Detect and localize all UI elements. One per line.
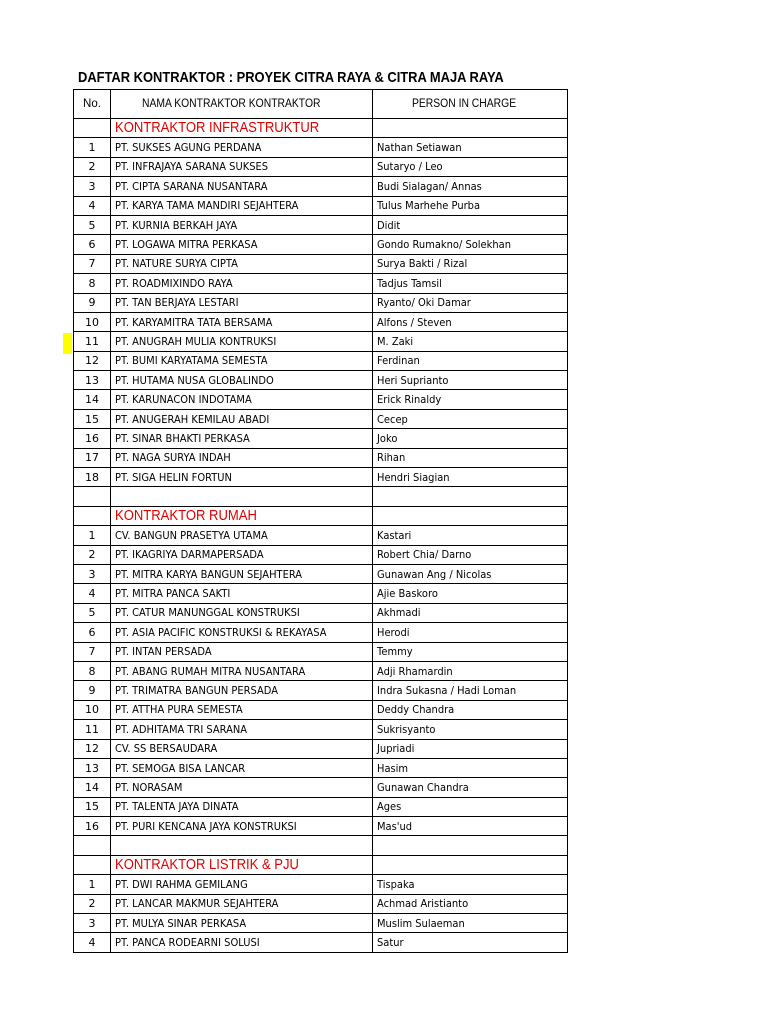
person-in-charge	[373, 700, 568, 719]
contractor-name-text: PT. DWI RAHMA GEMILANG	[115, 877, 248, 891]
person-in-charge	[373, 526, 568, 545]
section-heading	[111, 119, 373, 138]
contractor-name-text: PT. BUMI KARYATAMA SEMESTA	[115, 354, 268, 368]
row-number: 10	[74, 312, 111, 331]
person-in-charge-text: Tispaka	[377, 877, 415, 891]
spacer-row	[74, 836, 568, 855]
contractor-name	[111, 468, 373, 487]
empty-cell	[111, 487, 373, 506]
row-number: 3	[74, 177, 111, 196]
row-number: 5	[74, 603, 111, 622]
row-number: 16	[74, 817, 111, 836]
contractor-name	[111, 390, 373, 409]
contractor-name	[111, 642, 373, 661]
row-number: 1	[74, 138, 111, 157]
person-in-charge-text: Mas'ud	[377, 819, 413, 833]
contractor-name-text: PT. NATURE SURYA CIPTA	[115, 257, 238, 271]
person-in-charge	[373, 642, 568, 661]
person-in-charge	[373, 157, 568, 176]
column-header-name	[111, 90, 373, 119]
person-in-charge-text: Cecep	[377, 412, 408, 426]
table-row	[74, 351, 568, 370]
empty-cell	[74, 487, 111, 506]
table-row	[74, 215, 568, 234]
row-number: 16	[74, 429, 111, 448]
contractor-name	[111, 235, 373, 254]
person-in-charge	[373, 215, 568, 234]
table-row	[74, 661, 568, 680]
person-in-charge-text: Sutaryo / Leo	[377, 160, 443, 174]
row-number: 1	[74, 526, 111, 545]
table-header-row	[74, 90, 568, 119]
table-row	[74, 526, 568, 545]
contractor-name	[111, 545, 373, 564]
row-number: 14	[74, 778, 111, 797]
person-in-charge-text: Akhmadi	[377, 606, 421, 620]
person-in-charge	[373, 545, 568, 564]
row-number: 18	[74, 468, 111, 487]
contractor-name	[111, 584, 373, 603]
contractor-name-text: PT. MITRA KARYA BANGUN SEJAHTERA	[115, 567, 303, 581]
row-number: 12	[74, 351, 111, 370]
table-row	[74, 623, 568, 642]
row-number: 15	[74, 797, 111, 816]
person-in-charge-text: Rihan	[377, 451, 406, 465]
table-row	[74, 409, 568, 428]
contractor-name	[111, 933, 373, 952]
table-row	[74, 817, 568, 836]
table-row	[74, 157, 568, 176]
row-number: 3	[74, 564, 111, 583]
contractor-name-text: PT. KARYAMITRA TATA BERSAMA	[115, 315, 273, 329]
person-in-charge	[373, 797, 568, 816]
person-in-charge-text: Ages	[377, 800, 402, 814]
contractor-name-text: PT. TAN BERJAYA LESTARI	[115, 296, 239, 310]
row-number: 2	[74, 894, 111, 913]
person-in-charge	[373, 371, 568, 390]
contractor-name	[111, 700, 373, 719]
person-in-charge	[373, 933, 568, 952]
document-title: DAFTAR KONTRAKTOR : PROYEK CITRA RAYA & CITRA MAJA RAYA	[78, 69, 504, 86]
table-row	[74, 739, 568, 758]
person-in-charge-text: Hendri Siagian	[377, 470, 450, 484]
table-row	[74, 429, 568, 448]
row-number: 4	[74, 933, 111, 952]
spacer-row	[74, 487, 568, 506]
contractor-name	[111, 623, 373, 642]
contractor-name-text: PT. ANUGERAH KEMILAU ABADI	[115, 412, 270, 426]
table-row	[74, 274, 568, 293]
contractor-name-text: PT. MULYA SINAR PERKASA	[115, 916, 247, 930]
contractor-name	[111, 371, 373, 390]
person-in-charge	[373, 875, 568, 894]
person-in-charge	[373, 254, 568, 273]
contractor-name-text: PT. INFRAJAYA SARANA SUKSES	[115, 160, 269, 174]
table-row	[74, 332, 568, 351]
empty-cell	[373, 836, 568, 855]
row-number: 1	[74, 875, 111, 894]
person-in-charge-text: Hasim	[377, 761, 409, 775]
contractor-name-text: PT. NAGA SURYA INDAH	[115, 451, 231, 465]
row-number: 6	[74, 235, 111, 254]
person-in-charge	[373, 681, 568, 700]
row-number: 12	[74, 739, 111, 758]
column-header-name-text: NAMA KONTRAKTOR KONTRAKTOR	[142, 98, 321, 110]
person-in-charge-text: Adji Rhamardin	[377, 664, 453, 678]
contractor-name-text: PT. HUTAMA NUSA GLOBALINDO	[115, 373, 274, 387]
row-number: 11	[74, 332, 111, 351]
person-in-charge	[373, 312, 568, 331]
contractor-name	[111, 603, 373, 622]
person-in-charge	[373, 720, 568, 739]
contractor-name-text: PT. MITRA PANCA SAKTI	[115, 587, 231, 601]
person-in-charge-text: Deddy Chandra	[377, 703, 455, 717]
person-in-charge-text: Joko	[377, 431, 398, 445]
contractor-name-text: PT. LANCAR MAKMUR SEJAHTERA	[115, 897, 279, 911]
table-row	[74, 584, 568, 603]
empty-cell	[373, 855, 568, 874]
row-number: 4	[74, 584, 111, 603]
table-row	[74, 797, 568, 816]
table-row	[74, 778, 568, 797]
table-row	[74, 700, 568, 719]
person-in-charge	[373, 196, 568, 215]
person-in-charge-text: Sukrisyanto	[377, 722, 436, 736]
contractor-name	[111, 448, 373, 467]
table-row	[74, 254, 568, 273]
row-number: 7	[74, 642, 111, 661]
table-row	[74, 468, 568, 487]
section-heading-text: KONTRAKTOR INFRASTRUKTUR	[115, 120, 320, 137]
person-in-charge	[373, 293, 568, 312]
person-in-charge	[373, 274, 568, 293]
contractor-name	[111, 254, 373, 273]
person-in-charge	[373, 235, 568, 254]
person-in-charge	[373, 817, 568, 836]
contractor-name-text: PT. KARYA TAMA MANDIRI SEJAHTERA	[115, 199, 299, 213]
person-in-charge	[373, 448, 568, 467]
table-row	[74, 312, 568, 331]
row-number: 9	[74, 293, 111, 312]
person-in-charge-text: Ajie Baskoro	[377, 587, 438, 601]
empty-cell	[74, 855, 111, 874]
table-row	[74, 642, 568, 661]
contractor-name-text: PT. ANUGRAH MULIA KONTRUKSI	[115, 334, 277, 348]
contractor-name	[111, 526, 373, 545]
contractor-name-text: PT. SIGA HELIN FORTUN	[115, 470, 232, 484]
person-in-charge	[373, 332, 568, 351]
contractor-name	[111, 274, 373, 293]
person-in-charge-text: Ryanto/ Oki Damar	[377, 296, 471, 310]
row-highlight-marker	[63, 333, 72, 354]
row-number: 2	[74, 545, 111, 564]
contractor-name	[111, 157, 373, 176]
person-in-charge	[373, 914, 568, 933]
contractor-name-text: PT. KARUNACON INDOTAMA	[115, 393, 252, 407]
contractor-name-text: PT. KURNIA BERKAH JAYA	[115, 218, 238, 232]
table-row	[74, 681, 568, 700]
empty-cell	[373, 487, 568, 506]
section-heading-text: KONTRAKTOR LISTRIK & PJU	[115, 857, 299, 874]
contractor-name	[111, 429, 373, 448]
contractor-name	[111, 312, 373, 331]
person-in-charge	[373, 603, 568, 622]
column-header-pic	[373, 90, 568, 119]
section-heading	[111, 506, 373, 525]
contractor-name	[111, 739, 373, 758]
row-number: 15	[74, 409, 111, 428]
section-heading-row	[74, 855, 568, 874]
row-number: 8	[74, 274, 111, 293]
person-in-charge-text: Nathan Setiawan	[377, 141, 462, 155]
contractor-name-text: PT. TALENTA JAYA DINATA	[115, 800, 239, 814]
table-row	[74, 371, 568, 390]
empty-cell	[373, 119, 568, 138]
person-in-charge-text: Muslim Sulaeman	[377, 916, 465, 930]
section-heading-row	[74, 506, 568, 525]
contractor-name	[111, 720, 373, 739]
contractor-name	[111, 332, 373, 351]
row-number: 13	[74, 371, 111, 390]
row-number: 7	[74, 254, 111, 273]
row-number: 6	[74, 623, 111, 642]
person-in-charge-text: Jupriadi	[377, 742, 415, 756]
person-in-charge-text: Didit	[377, 218, 401, 232]
table-row	[74, 914, 568, 933]
person-in-charge-text: Erick Rinaldy	[377, 393, 442, 407]
row-number: 9	[74, 681, 111, 700]
person-in-charge	[373, 758, 568, 777]
contractor-name	[111, 914, 373, 933]
contractor-name	[111, 177, 373, 196]
person-in-charge-text: Surya Bakti / Rizal	[377, 257, 468, 271]
contractor-name	[111, 894, 373, 913]
contractor-name	[111, 661, 373, 680]
empty-cell	[74, 506, 111, 525]
contractor-name-text: PT. TRIMATRA BANGUN PERSADA	[115, 684, 278, 698]
row-number: 3	[74, 914, 111, 933]
row-number: 5	[74, 215, 111, 234]
table-row	[74, 293, 568, 312]
person-in-charge	[373, 468, 568, 487]
person-in-charge-text: Ferdinan	[377, 354, 420, 368]
contractor-name-text: PT. PANCA RODEARNI SOLUSI	[115, 936, 260, 950]
person-in-charge	[373, 138, 568, 157]
contractor-name	[111, 875, 373, 894]
person-in-charge-text: Alfons / Steven	[377, 315, 452, 329]
table-row	[74, 448, 568, 467]
contractor-name-text: PT. SEMOGA BISA LANCAR	[115, 761, 246, 775]
person-in-charge-text: Gondo Rumakno/ Solekhan	[377, 238, 512, 252]
table-row	[74, 758, 568, 777]
empty-cell	[373, 506, 568, 525]
person-in-charge	[373, 739, 568, 758]
person-in-charge-text: Budi Sialagan/ Annas	[377, 179, 482, 193]
row-number: 4	[74, 196, 111, 215]
person-in-charge	[373, 894, 568, 913]
person-in-charge-text: Satur	[377, 936, 404, 950]
person-in-charge-text: Achmad Aristianto	[377, 897, 469, 911]
contractor-name	[111, 681, 373, 700]
contractor-name-text: PT. LOGAWA MITRA PERKASA	[115, 238, 258, 252]
contractor-name-text: PT. PURI KENCANA JAYA KONSTRUKSI	[115, 819, 297, 833]
table-row	[74, 894, 568, 913]
table-row	[74, 720, 568, 739]
person-in-charge-text: M. Zaki	[377, 334, 414, 348]
table-row	[74, 177, 568, 196]
empty-cell	[74, 119, 111, 138]
contractor-name-text: PT. SUKSES AGUNG PERDANA	[115, 141, 262, 155]
row-number: 10	[74, 700, 111, 719]
person-in-charge-text: Robert Chia/ Darno	[377, 548, 472, 562]
table-row	[74, 545, 568, 564]
table-row	[74, 196, 568, 215]
contractor-table-body	[74, 90, 568, 953]
table-row	[74, 603, 568, 622]
person-in-charge	[373, 778, 568, 797]
person-in-charge-text: Temmy	[377, 645, 413, 659]
row-number: 17	[74, 448, 111, 467]
person-in-charge-text: Tulus Marhehe Purba	[377, 199, 481, 213]
person-in-charge-text: Indra Sukasna / Hadi Loman	[377, 684, 517, 698]
contractor-name-text: CV. SS BERSAUDARA	[115, 742, 218, 756]
contractor-name	[111, 817, 373, 836]
contractor-name	[111, 215, 373, 234]
person-in-charge	[373, 429, 568, 448]
contractor-name-text: PT. CIPTA SARANA NUSANTARA	[115, 179, 268, 193]
contractor-name	[111, 196, 373, 215]
table-row	[74, 875, 568, 894]
contractor-name-text: PT. ADHITAMA TRI SARANA	[115, 722, 248, 736]
contractor-name-text: PT. ABANG RUMAH MITRA NUSANTARA	[115, 664, 306, 678]
person-in-charge-text: Gunawan Chandra	[377, 780, 469, 794]
section-heading-text: KONTRAKTOR RUMAH	[115, 508, 257, 524]
person-in-charge	[373, 623, 568, 642]
person-in-charge-text: Herodi	[377, 625, 410, 639]
contractor-table	[73, 89, 568, 953]
person-in-charge	[373, 409, 568, 428]
row-number: 11	[74, 720, 111, 739]
person-in-charge-text: Heri Suprianto	[377, 373, 449, 387]
contractor-name-text: PT. IKAGRIYA DARMAPERSADA	[115, 548, 264, 562]
person-in-charge	[373, 584, 568, 603]
table-row	[74, 933, 568, 952]
empty-cell	[111, 836, 373, 855]
contractor-name-text: PT. NORASAM	[115, 780, 183, 794]
contractor-name-text: PT. ATTHA PURA SEMESTA	[115, 703, 243, 717]
contractor-name	[111, 564, 373, 583]
person-in-charge-text: Gunawan Ang / Nicolas	[377, 567, 492, 581]
row-number: 13	[74, 758, 111, 777]
table-row	[74, 564, 568, 583]
person-in-charge	[373, 564, 568, 583]
table-row	[74, 390, 568, 409]
person-in-charge	[373, 661, 568, 680]
table-row	[74, 235, 568, 254]
person-in-charge-text: Tadjus Tamsil	[377, 276, 442, 290]
contractor-name-text: CV. BANGUN PRASETYA UTAMA	[115, 528, 268, 542]
row-number: 2	[74, 157, 111, 176]
contractor-name-text: PT. SINAR BHAKTI PERKASA	[115, 431, 250, 445]
person-in-charge	[373, 177, 568, 196]
contractor-name	[111, 778, 373, 797]
table-row	[74, 138, 568, 157]
section-heading-row	[74, 119, 568, 138]
contractor-name	[111, 351, 373, 370]
row-number: 8	[74, 661, 111, 680]
column-header-no: No.	[74, 90, 111, 119]
contractor-name-text: PT. CATUR MANUNGGAL KONSTRUKSI	[115, 606, 300, 620]
person-in-charge	[373, 390, 568, 409]
contractor-name	[111, 138, 373, 157]
contractor-name	[111, 797, 373, 816]
contractor-name-text: PT. ROADMIXINDO RAYA	[115, 276, 233, 290]
contractor-name	[111, 758, 373, 777]
empty-cell	[74, 836, 111, 855]
column-header-pic-text: PERSON IN CHARGE	[412, 98, 517, 110]
section-heading	[111, 855, 373, 874]
contractor-name	[111, 293, 373, 312]
row-number: 14	[74, 390, 111, 409]
person-in-charge-text: Kastari	[377, 528, 412, 542]
person-in-charge	[373, 351, 568, 370]
contractor-name-text: PT. ASIA PACIFIC KONSTRUKSI & REKAYASA	[115, 625, 327, 639]
contractor-name-text: PT. INTAN PERSADA	[115, 645, 212, 659]
contractor-name	[111, 409, 373, 428]
